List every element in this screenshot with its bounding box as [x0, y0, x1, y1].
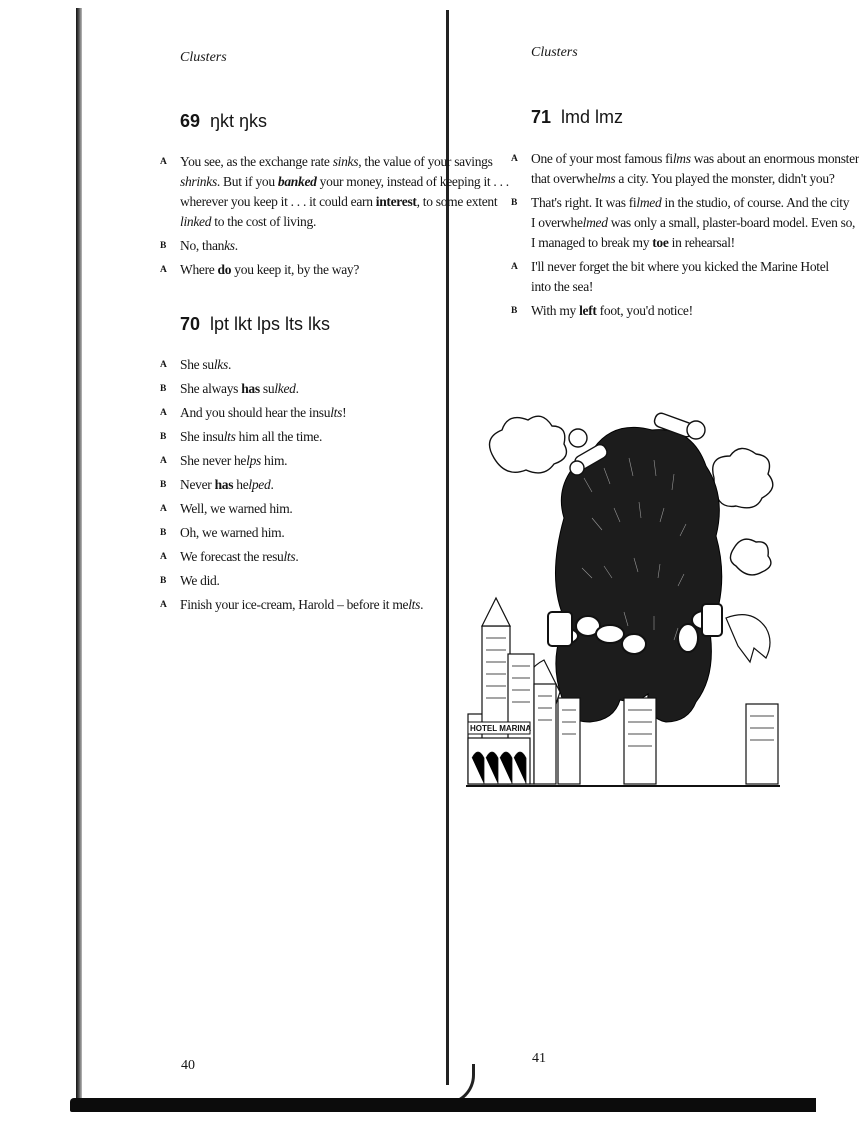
text-segment: has: [241, 381, 260, 396]
text-segment: lked: [274, 381, 296, 396]
right-page-number: 41: [532, 1051, 546, 1066]
text-segment: into the sea!: [531, 279, 594, 294]
speaker-label: A: [160, 360, 167, 370]
text-segment: do: [217, 262, 232, 277]
dialogue-line: [160, 571, 423, 591]
dialogue-line: [511, 257, 859, 277]
speaker-label: B: [160, 241, 167, 251]
section-69-title: ŋkt ŋks: [210, 111, 268, 131]
text-segment: lts: [330, 405, 343, 420]
speaker-label: A: [160, 408, 167, 418]
text-segment: was only a small, plaster-board model. Even so,: [607, 215, 856, 230]
section-70-title: lpt lkt lps lts lks: [210, 314, 331, 334]
speaker-label: B: [511, 198, 518, 208]
text-segment: And you should hear the insu: [180, 405, 331, 420]
page-edge-shadow: [76, 8, 82, 1108]
text-segment: in the studio, of course. And the city: [661, 195, 850, 210]
speaker-label: B: [160, 528, 167, 538]
text-segment: lped: [248, 477, 271, 492]
text-segment: him.: [260, 453, 288, 468]
speaker-label: B: [160, 576, 167, 586]
cloud-mid: [730, 539, 770, 575]
text-segment: su: [259, 381, 275, 396]
speaker-label: B: [511, 306, 518, 316]
text-segment: She su: [180, 357, 214, 372]
text-segment: lmed: [636, 195, 662, 210]
dialogue-line: [160, 192, 509, 212]
text-segment: , the value of your savings: [358, 154, 493, 169]
text-segment: in rehearsal!: [668, 235, 735, 250]
text-segment: was about an enormous monster: [690, 151, 859, 166]
text-segment: Well, we warned him.: [180, 501, 293, 516]
dialogue-line: [160, 451, 423, 471]
text-segment: We forecast the resu: [180, 549, 284, 564]
section-69-dialogue: [160, 152, 509, 280]
dialogue-line: [511, 193, 859, 213]
text-segment: Finish your ice-cream, Harold – before it me: [180, 597, 409, 612]
speaker-label: A: [160, 265, 167, 275]
bottom-edge-shadow: [70, 1098, 816, 1112]
text-segment: Where: [180, 262, 218, 277]
dialogue-line: [511, 277, 859, 297]
text-segment: lms: [672, 151, 691, 166]
text-segment: She insu: [180, 429, 224, 444]
text-segment: lts: [283, 549, 296, 564]
dialogue-line: [160, 152, 509, 172]
text-segment: You see, as the exchange rate: [180, 154, 333, 169]
left-page-header: Clusters: [180, 50, 227, 65]
section-70-number: 70: [180, 314, 201, 334]
text-segment: With my: [531, 303, 580, 318]
text-segment: a city. You played the monster, didn't you?: [615, 171, 835, 186]
text-segment: I overwhe: [531, 215, 583, 230]
text-segment: you keep it, by the way?: [231, 262, 360, 277]
text-segment: !: [342, 405, 347, 420]
text-segment: I'll never forget the bit where you kicked the Marine Hotel: [531, 259, 829, 274]
section-70-dialogue: [160, 355, 423, 615]
text-segment: We did.: [180, 573, 220, 588]
text-segment: lmed: [582, 215, 608, 230]
dialogue-line: [511, 301, 859, 321]
text-segment: lts: [408, 597, 421, 612]
speaker-label: A: [160, 552, 167, 562]
text-segment: linked: [180, 214, 212, 229]
text-segment: banked: [277, 174, 317, 189]
section-71-title: lmd lmz: [561, 107, 624, 127]
text-segment: him all the time.: [235, 429, 323, 444]
text-segment: She always: [180, 381, 242, 396]
text-segment: your money, instead of keeping it . . .: [316, 174, 509, 189]
speaker-label: A: [160, 157, 167, 167]
dialogue-line: [160, 499, 423, 519]
dialogue-line: [160, 547, 423, 567]
text-segment: , to some extent: [416, 194, 498, 209]
section-70-heading: [180, 314, 330, 335]
text-segment: that overwhe: [531, 171, 598, 186]
text-segment: shrinks: [180, 174, 217, 189]
dialogue-line: [511, 233, 859, 253]
text-segment: .: [227, 357, 232, 372]
text-segment: he: [233, 477, 249, 492]
text-segment: That's right. It was fi: [531, 195, 637, 210]
text-segment: No, than: [180, 238, 225, 253]
cloud-right: [713, 448, 773, 507]
text-segment: Never: [180, 477, 215, 492]
speaker-label: A: [160, 600, 167, 610]
dialogue-line: [160, 172, 509, 192]
text-segment: foot, you'd notice!: [596, 303, 693, 318]
dialogue-line: [160, 379, 423, 399]
cloud-left: [490, 416, 567, 473]
speaker-label: A: [160, 456, 167, 466]
dialogue-line: [160, 236, 509, 256]
speaker-label: B: [160, 480, 167, 490]
text-segment: ks: [224, 238, 235, 253]
text-segment: interest: [375, 194, 417, 209]
dialogue-line: [511, 213, 859, 233]
text-segment: . But if you: [216, 174, 278, 189]
text-segment: sinks: [332, 154, 359, 169]
speaker-label: A: [160, 504, 167, 514]
dialogue-line: [160, 260, 509, 280]
monster-illustration: [464, 398, 782, 790]
speaker-label: A: [511, 262, 518, 272]
text-segment: .: [234, 238, 238, 253]
text-segment: .: [420, 597, 424, 612]
section-71-dialogue: [511, 149, 859, 321]
dialogue-line: [511, 149, 859, 169]
dialogue-line: [160, 355, 423, 375]
left-page-number: 40: [181, 1058, 195, 1073]
text-segment: lms: [597, 171, 616, 186]
text-segment: .: [295, 381, 299, 396]
text-segment: Oh, we warned him.: [180, 525, 285, 540]
text-segment: to the cost of living.: [211, 214, 317, 229]
speaker-label: A: [511, 154, 518, 164]
dialogue-line: [160, 403, 423, 423]
right-page-header: Clusters: [531, 45, 578, 60]
speaker-label: B: [160, 384, 167, 394]
text-segment: One of your most famous fi: [531, 151, 673, 166]
text-segment: I managed to break my: [531, 235, 653, 250]
dialogue-line: [160, 212, 509, 232]
text-segment: .: [270, 477, 274, 492]
section-71-heading: [531, 107, 623, 128]
section-71-number: 71: [531, 107, 552, 127]
text-segment: lps: [246, 453, 261, 468]
text-segment: .: [295, 549, 299, 564]
dialogue-line: [160, 523, 423, 543]
section-69-heading: [180, 111, 267, 132]
dialogue-line: [160, 475, 423, 495]
dialogue-line: [511, 169, 859, 189]
text-segment: lks: [213, 357, 228, 372]
text-segment: has: [214, 477, 234, 492]
text-segment: left: [579, 303, 597, 318]
section-69-number: 69: [180, 111, 201, 131]
speaker-label: B: [160, 432, 167, 442]
dialogue-line: [160, 427, 423, 447]
text-segment: wherever you keep it . . . it could earn: [180, 194, 376, 209]
text-segment: lts: [223, 429, 236, 444]
text-segment: She never he: [180, 453, 247, 468]
dialogue-line: [160, 595, 423, 615]
hotel-sign: HOTEL MARINA: [470, 724, 532, 733]
text-segment: toe: [652, 235, 669, 250]
